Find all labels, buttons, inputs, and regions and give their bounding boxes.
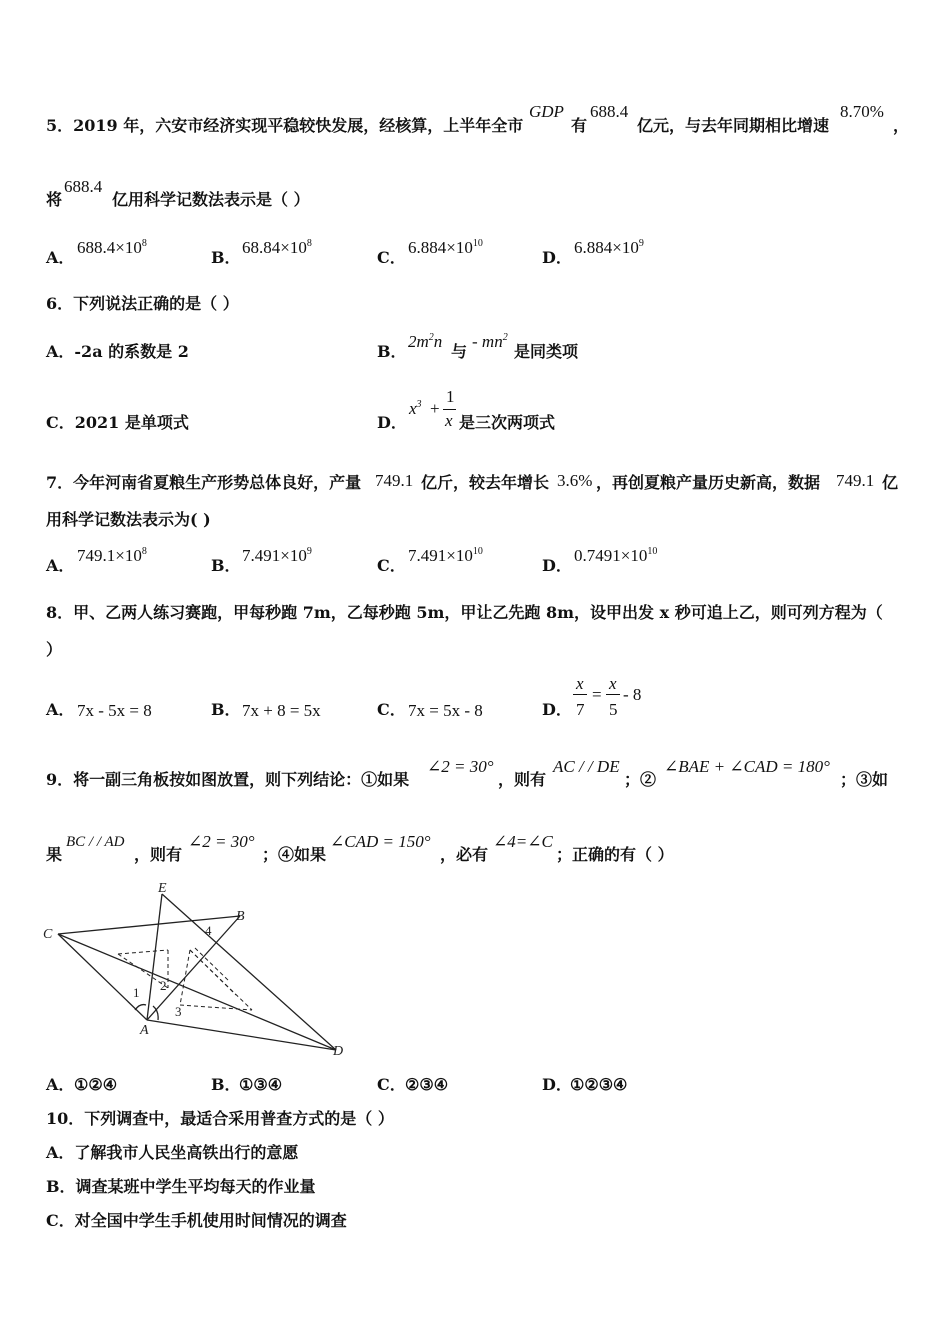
- q10-option-b[interactable]: B．调查某班中学生平均每天的作业量: [46, 1177, 316, 1196]
- q9-math-4: BC / / AD: [66, 834, 125, 850]
- q5-value-2: 688.4: [64, 177, 103, 196]
- label-angle-2: 2: [160, 978, 167, 993]
- q9-math-2: AC / / DE: [553, 757, 620, 776]
- line-cb: [58, 916, 240, 934]
- q7-value-2: 749.1: [836, 471, 875, 490]
- q9-math-5: ∠2 = 30°: [188, 832, 255, 851]
- q7-line1-a: 7．今年河南省夏粮生产形势总体良好，产量: [46, 473, 362, 492]
- q9-line2-b: ，则有: [134, 845, 183, 864]
- label-c: C: [43, 927, 53, 942]
- q9-line2-e: ；正确的有（ ）: [556, 845, 674, 864]
- q7-line1-b: 亿斤，较去年增长: [421, 473, 550, 492]
- q9-math-6: ∠CAD = 150°: [330, 832, 431, 851]
- q5-line1-a: 5．2019 年，六安市经济实现平稳较快发展，经核算，上半年全市: [46, 116, 524, 135]
- q7-line1-d: 亿: [882, 473, 899, 492]
- q5-you: 有: [571, 116, 588, 135]
- q9-line1-c: ；②: [624, 770, 657, 789]
- q8-line1: 8．甲、乙两人练习赛跑，甲每秒跑 7m，乙每秒跑 5m，甲让乙先跑 8m，设甲出发 x 秒可追上乙，则可列方程为（: [46, 603, 883, 622]
- q9-line1-a: 9．将一副三角板按如图放置，则下列结论：①如果: [46, 770, 410, 789]
- q5-line1-b: 亿元，与去年同期相比增速: [637, 116, 830, 135]
- label-angle-1: 1: [133, 985, 140, 1000]
- q7-line2: 用科学记数法表示为( ): [46, 510, 211, 529]
- fraction-bar: [443, 409, 456, 410]
- q9-line2-c: ；④如果: [262, 845, 327, 864]
- fraction-bar: [606, 694, 620, 695]
- q6-stem: 6．下列说法正确的是（ ）: [46, 294, 239, 313]
- q9-line2-d: ，必有: [440, 845, 489, 864]
- q5-line2-a: 将: [46, 190, 63, 209]
- q9-math-1: ∠2 = 30°: [427, 757, 494, 776]
- q9-line2-a: 果: [46, 845, 63, 864]
- label-e: E: [158, 881, 167, 896]
- line-cd: [58, 934, 336, 1050]
- label-angle-3: 3: [175, 1004, 182, 1019]
- q9-math-7: ∠4=∠C: [493, 832, 553, 851]
- q9-line1-b: ，则有: [498, 770, 547, 789]
- q7-rate: 3.6%: [557, 471, 593, 490]
- q5-rate: 8.70%: [840, 102, 884, 121]
- q6-option-a[interactable]: A．-2a 的系数是 2: [46, 342, 189, 361]
- q10-option-a[interactable]: A．了解我市人民坐高铁出行的意愿: [46, 1143, 299, 1162]
- q10-option-c[interactable]: C．对全国中学生手机使用时间情况的调查: [46, 1211, 347, 1230]
- label-angle-4: 4: [205, 923, 212, 938]
- label-a: A: [140, 1023, 149, 1038]
- q5-gdp: GDP: [529, 102, 564, 121]
- label-b: B: [236, 909, 245, 924]
- label-d: D: [333, 1044, 344, 1059]
- line-ea: [147, 894, 162, 1020]
- q5-comma: ，: [893, 116, 910, 135]
- q8-line2: ）: [46, 640, 63, 659]
- q10-stem: 10．下列调查中，最适合采用普查方式的是（ ）: [46, 1109, 394, 1128]
- q5-line2-b: 亿用科学记数法表示是（ ）: [112, 190, 310, 209]
- q5-value: 688.4: [590, 102, 629, 121]
- q9-math-3: ∠BAE + ∠CAD = 180°: [664, 757, 830, 776]
- line-ca: [58, 934, 147, 1020]
- q7-value: 749.1: [375, 471, 414, 490]
- fraction-bar: [573, 694, 587, 695]
- q7-line1-c: ，再创夏粮产量历史新高，数据: [596, 473, 821, 492]
- q9-line1-d: ；③如: [840, 770, 889, 789]
- triangle-figure: [40, 880, 360, 1065]
- q6-option-c[interactable]: C．2021 是单项式: [46, 413, 189, 432]
